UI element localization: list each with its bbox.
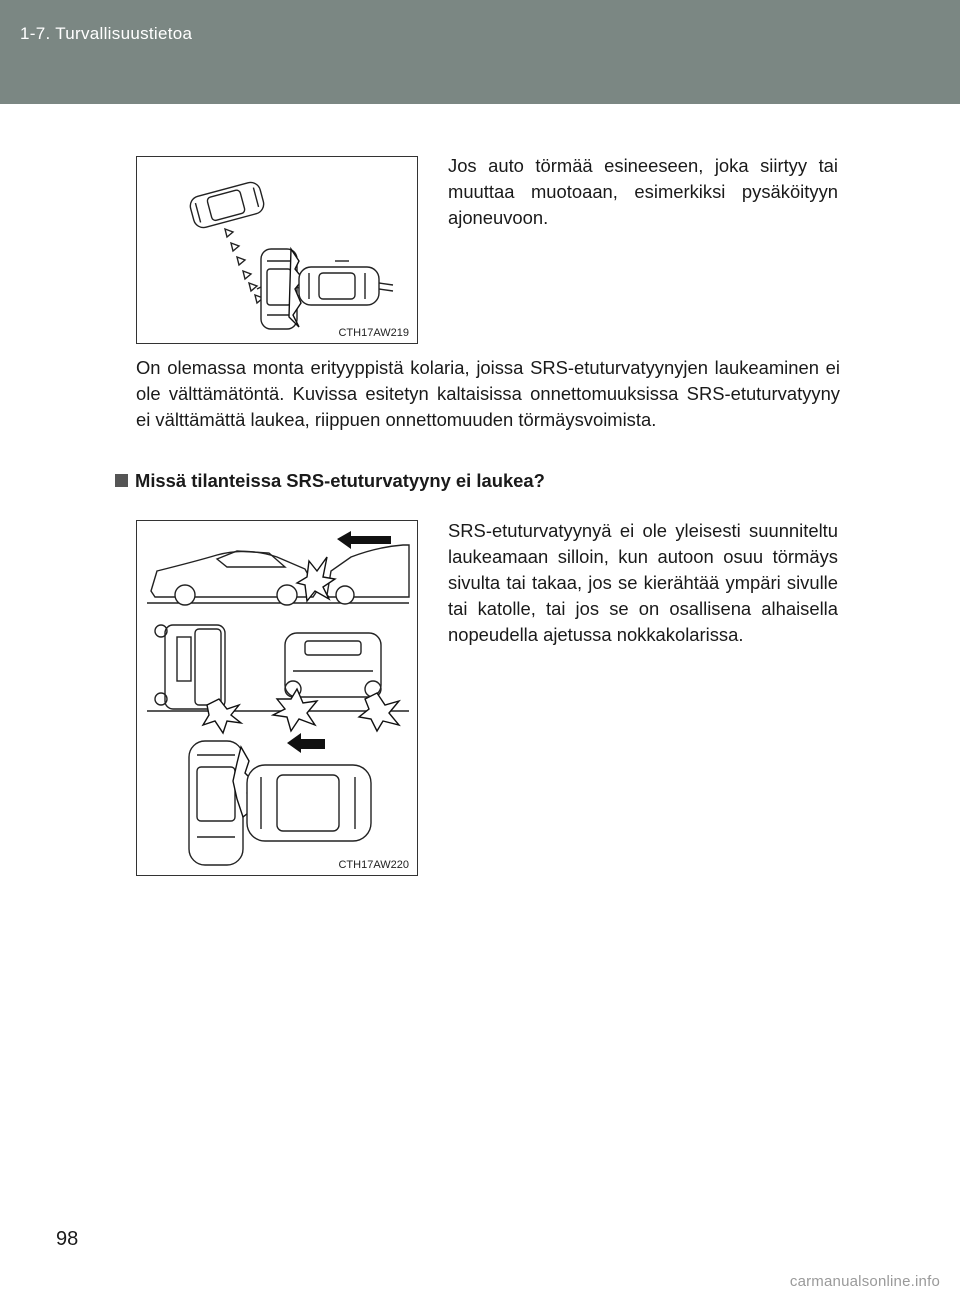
rear-impact-scene [147,531,409,605]
paragraph-moving-object: Jos auto törmää esineeseen, joka siirtyy tai muuttaa muotoaan, esimerkiksi pysäköityyn ajoneuvoon. [448,155,838,228]
section-heading-text: Missä tilanteissa SRS-etuturvatyyny ei laukea? [135,470,545,491]
paragraph-collision-types: On olemassa monta erityyppistä kolaria, joissa SRS-etuturvatyynyjen laukeaminen ei ole välttämätöntä. Kuvissa esitetyn kaltaisissa onnettomuuksissa SRS-etuturvatyyny ei välttämättä laukea, riippuen onnettomuuden törmäysvoimista. [136,357,840,430]
arrow-left-icon [337,531,391,549]
page-number: 98 [56,1228,79,1250]
collision-illustration-1 [137,157,418,344]
paragraph-no-deploy: SRS-etuturvatyynyä ei ole yleisesti suunniteltu laukeamaan silloin, kun autoon osuu törmäys sivulta tai takaa, jos se kierähtää ympäri sivulle tai katolle, tai jos se on osallisena alhaisella nopeudella ajetussa nokkakolarissa. [448,520,838,645]
arrow-left-icon [287,733,325,753]
figure-code: CTH17AW220 [338,859,409,871]
horizontal-car-icon [299,261,393,305]
side-impact-scene [189,733,371,865]
figure-no-deploy-situations [136,520,418,876]
watermark: carmanualsonline.info [789,1273,940,1290]
collision-illustration-2 [137,521,418,876]
figure-code: CTH17AW219 [338,327,409,339]
figure-moving-object-collision [136,156,418,344]
section-heading [115,470,545,492]
tilted-car-icon [188,180,266,230]
square-bullet-icon [115,474,128,487]
section-header [0,0,960,104]
rollover-roof-scene [273,633,399,731]
section-title: 1-7. Turvallisuustietoa [20,24,193,43]
